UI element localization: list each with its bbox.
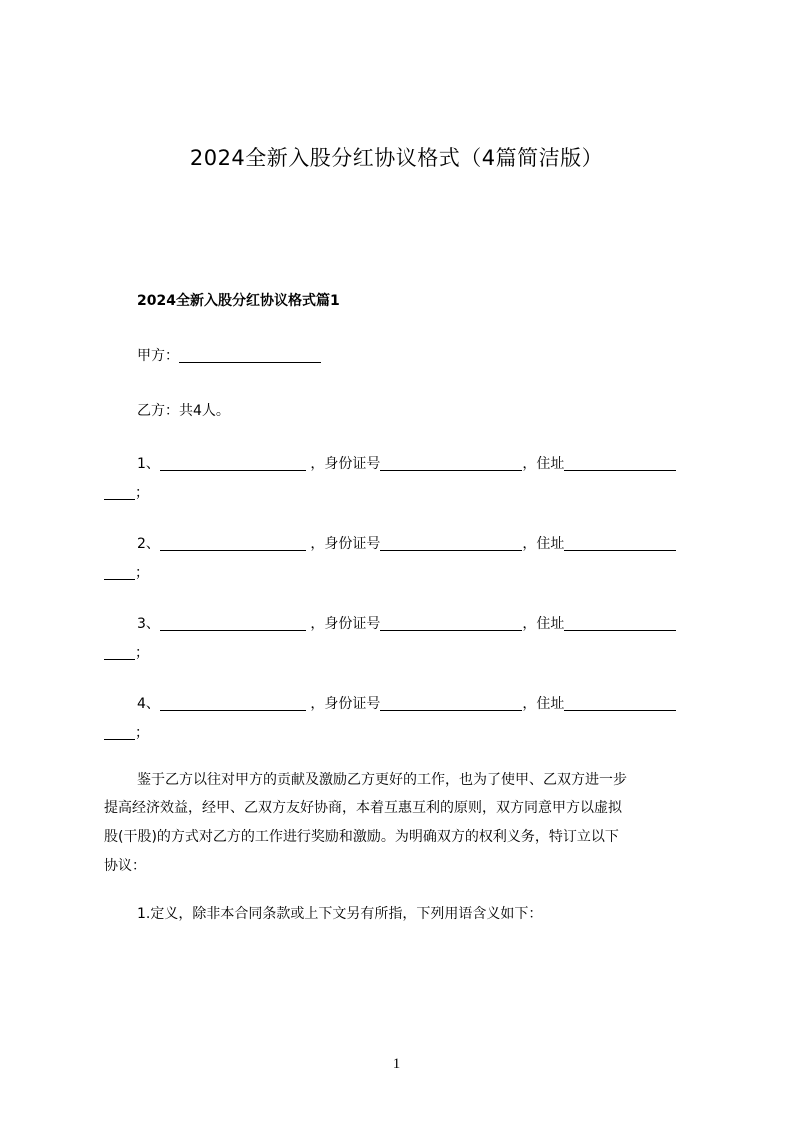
member-row-continuation (104, 722, 149, 742)
line-end: ； (135, 565, 149, 581)
preamble-line: 提高经济效益，经甲、乙双方友好协商，本着互惠互利的原则，双方同意甲方以虚拟 (104, 800, 622, 816)
member-number: 3、 (137, 616, 160, 632)
party-b-line: 乙方：共4人。 (137, 403, 230, 419)
member-name-blank[interactable] (160, 696, 306, 711)
member-row-continuation (104, 642, 149, 662)
id-number-blank[interactable] (380, 536, 522, 551)
address-label: ，住址 (522, 536, 565, 552)
member-row-continuation (104, 562, 149, 582)
id-label: ，身份证号 (310, 536, 381, 552)
clause-1: 1.定义，除非本合同条款或上下文另有所指，下列用语含义如下： (137, 906, 543, 922)
address-blank[interactable] (564, 536, 676, 551)
id-label: ，身份证号 (310, 696, 381, 712)
section-heading: 2024全新入股分红协议格式篇1 (137, 293, 340, 309)
preamble-line: 股(干股)的方式对乙方的工作进行奖励和激励。为明确双方的权利义务，特订立以下 (104, 829, 619, 845)
party-a-line (137, 345, 321, 365)
document-title: 2024全新入股分红协议格式（4篇简洁版） (189, 146, 604, 170)
party-a-label: 甲方： (137, 348, 179, 364)
address-label: ，住址 (522, 456, 565, 472)
address-blank-continued[interactable] (104, 565, 135, 580)
member-name-blank[interactable] (160, 536, 306, 551)
party-a-blank[interactable] (179, 348, 321, 363)
member-row (137, 613, 676, 633)
member-number: 1、 (137, 456, 160, 472)
member-row-continuation (104, 482, 149, 502)
member-row (137, 533, 676, 553)
line-end: ； (135, 645, 149, 661)
address-blank-continued[interactable] (104, 725, 135, 740)
page-number: 1 (392, 1056, 401, 1072)
address-label: ，住址 (522, 696, 565, 712)
line-end: ； (135, 725, 149, 741)
member-row (137, 453, 676, 473)
member-number: 2、 (137, 536, 160, 552)
address-blank[interactable] (564, 616, 676, 631)
id-label: ，身份证号 (310, 616, 381, 632)
member-name-blank[interactable] (160, 456, 306, 471)
address-blank[interactable] (564, 696, 676, 711)
preamble-line: 协议： (104, 858, 146, 874)
member-number: 4、 (137, 696, 160, 712)
id-number-blank[interactable] (380, 456, 522, 471)
address-blank-continued[interactable] (104, 645, 135, 660)
line-end: ； (135, 485, 149, 501)
member-row (137, 693, 676, 713)
address-label: ，住址 (522, 616, 565, 632)
preamble-line: 鉴于乙方以往对甲方的贡献及激励乙方更好的工作，也为了使甲、乙双方进一步 (137, 772, 627, 788)
member-name-blank[interactable] (160, 616, 306, 631)
address-blank[interactable] (564, 456, 676, 471)
id-number-blank[interactable] (380, 696, 522, 711)
id-label: ，身份证号 (310, 456, 381, 472)
address-blank-continued[interactable] (104, 485, 135, 500)
id-number-blank[interactable] (380, 616, 522, 631)
